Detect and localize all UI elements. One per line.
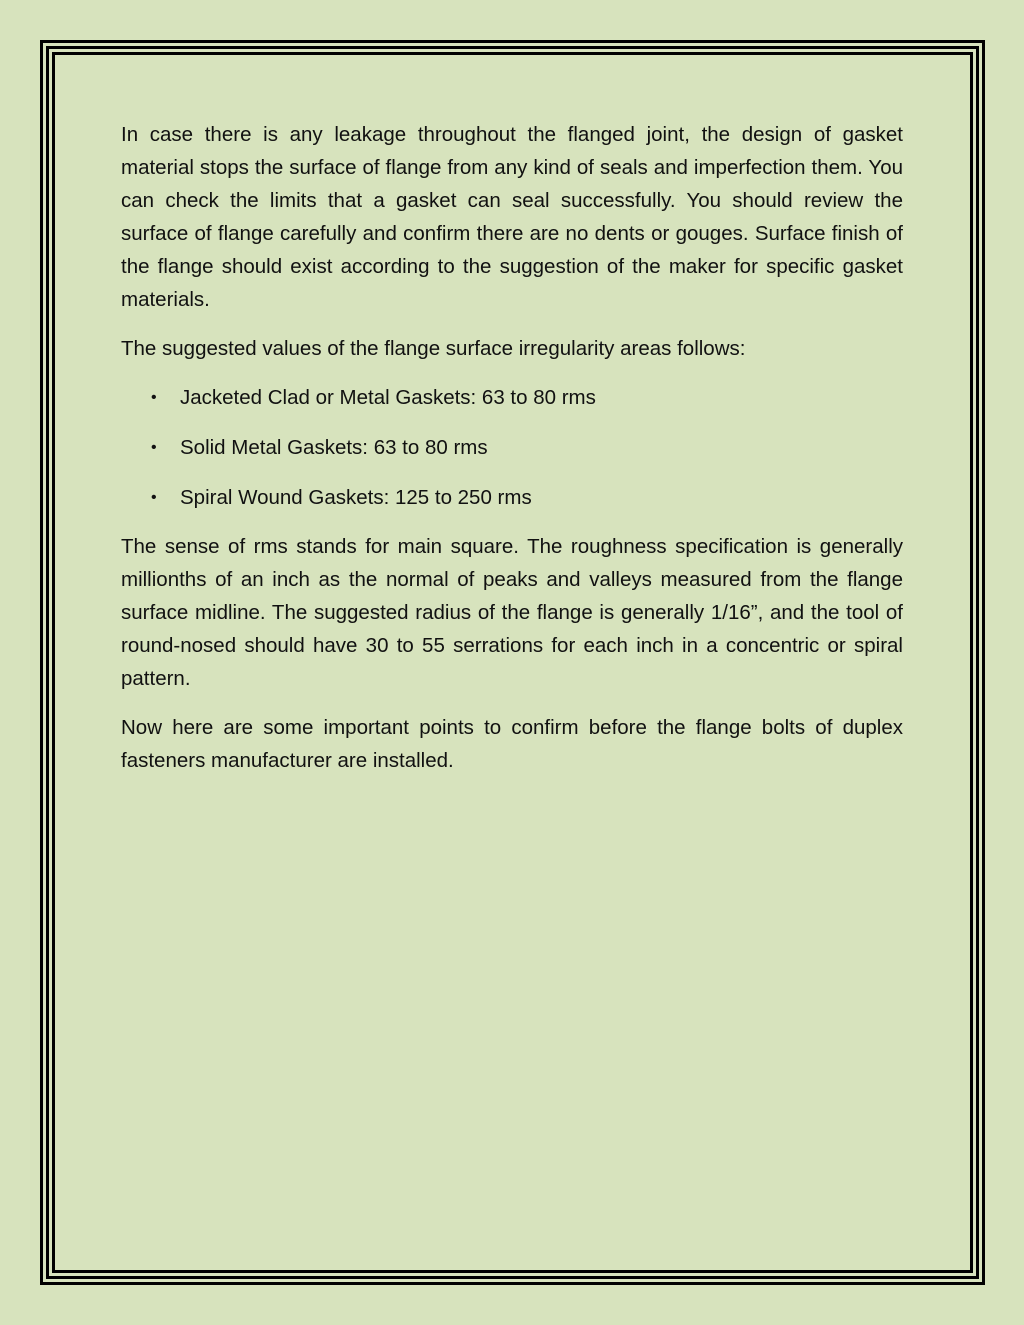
- list-item: [121, 481, 903, 514]
- bullet-icon: •: [151, 439, 157, 456]
- list-item-text: Jacketed Clad or Metal Gaskets: 63 to 80 rms: [180, 386, 596, 409]
- paragraph-gasket-leakage: In case there is any leakage throughout the flanged joint, the design of gasket material stops the surface of flange from any kind of seals and imperfection them. You can check the limits that a gasket can seal successfully. You should review the surface of flange carefully and confirm there are no dents or gouges. Surface finish of the flange should exist according to the suggestion of the maker for specific gasket materials.: [121, 123, 903, 311]
- paragraph-suggested-values-intro: The suggested values of the flange surface irregularity areas follows:: [121, 337, 746, 360]
- list-item-text: Spiral Wound Gaskets: 125 to 250 rms: [180, 486, 532, 509]
- bullet-icon: •: [151, 489, 157, 506]
- document-body: [121, 118, 903, 793]
- paragraph-rms-definition: The sense of rms stands for main square. The roughness specification is generally millionths of an inch as the normal of peaks and valleys measured from the flange surface midline. The suggested radius of the flange is generally 1/16”, and the tool of round-nosed should have 30 to 55 serrations for each inch in a concentric or spiral pattern.: [121, 535, 903, 690]
- list-item-text: Solid Metal Gaskets: 63 to 80 rms: [180, 436, 488, 459]
- bullet-icon: •: [151, 389, 157, 406]
- paragraph-important-points: Now here are some important points to confirm before the flange bolts of duplex fasteners manufacturer are installed.: [121, 716, 903, 772]
- list-item: [121, 381, 903, 414]
- list-item: [121, 431, 903, 464]
- surface-finish-list: [121, 381, 903, 514]
